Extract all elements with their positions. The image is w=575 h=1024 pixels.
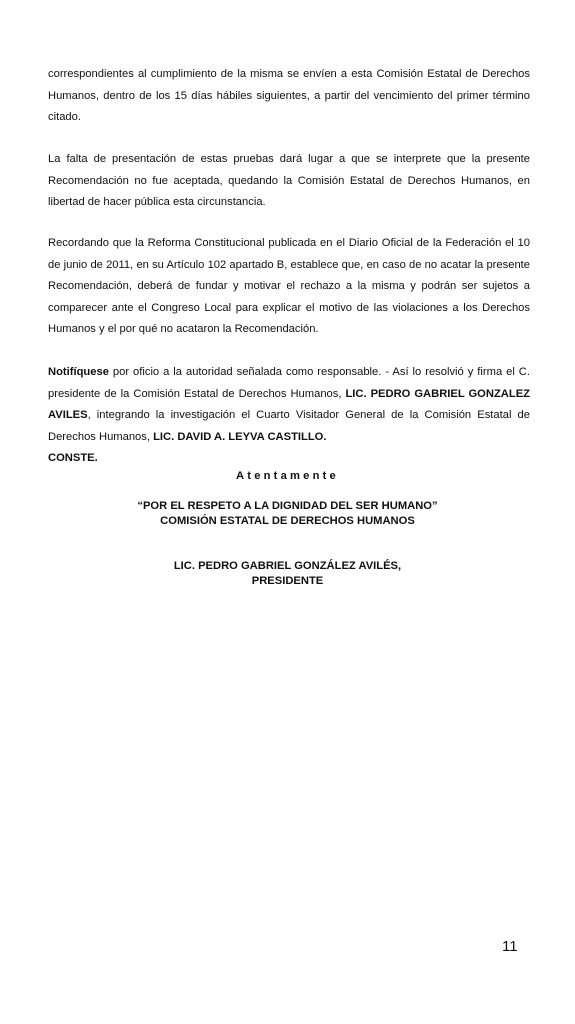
- notification-text-2: , integrando la investigación el Cuarto Visitador General de la Comisión Estatal de Derechos Humanos,: [48, 409, 530, 443]
- notification-text-1: por oficio a la autoridad señalada como responsable. - Así lo resolvió y firma el C. presidente de la Comisión Estatal de Derechos Humanos,: [48, 366, 530, 400]
- motto: “POR EL RESPETO A LA DIGNIDAD DEL SER HUMANO”: [137, 500, 438, 512]
- president-name-inline: LIC. PEDRO GABRIEL GONZALEZ AVILES: [48, 387, 531, 421]
- paragraph-constitutional-reform: Recordando que la Reforma Constitucional publicada en el Diario Oficial de la Federación el 10 de junio de 2011, en su Artículo 102 apartado B, establece que, en caso de no acatar la presente Recomendación, deberá de fundar y motivar el rechazo a la misma y podrán ser sujetos a comparecer ante el Congreso Local para explicar el motivo de las violaciones a los Derechos Humanos y el por qué no acataron la Recomendación.: [48, 237, 530, 335]
- paragraph-non-acceptance: La falta de presentación de estas pruebas dará lugar a que se interprete que la presente Recomendación no fue aceptada, quedando la Comisión Estatal de Derechos Humanos, en libertad de hacer pública esta circunstancia.: [48, 153, 530, 208]
- signatory-name: LIC. PEDRO GABRIEL GONZÁLEZ AVILÉS,: [173, 560, 402, 572]
- atentamente-heading: Atentamente: [236, 470, 339, 482]
- paragraph-compliance-deadline: correspondientes al cumplimiento de la misma se envíen a esta Comisión Estatal de Derechos Humanos, dentro de los 15 días hábiles siguientes, a partir del vencimiento del primer término citado.: [48, 68, 530, 123]
- visitador-name: LIC. DAVID A. LEYVA CASTILLO.: [153, 430, 327, 443]
- institution-name: COMISIÓN ESTATAL DE DERECHOS HUMANOS: [160, 515, 415, 527]
- paragraph-notification: [48, 362, 530, 470]
- page-number: 11: [502, 938, 518, 955]
- conste-label: CONSTE.: [48, 452, 98, 464]
- signatory-title: PRESIDENTE: [251, 575, 324, 587]
- notifiquese-label: Notifíquese: [48, 366, 109, 378]
